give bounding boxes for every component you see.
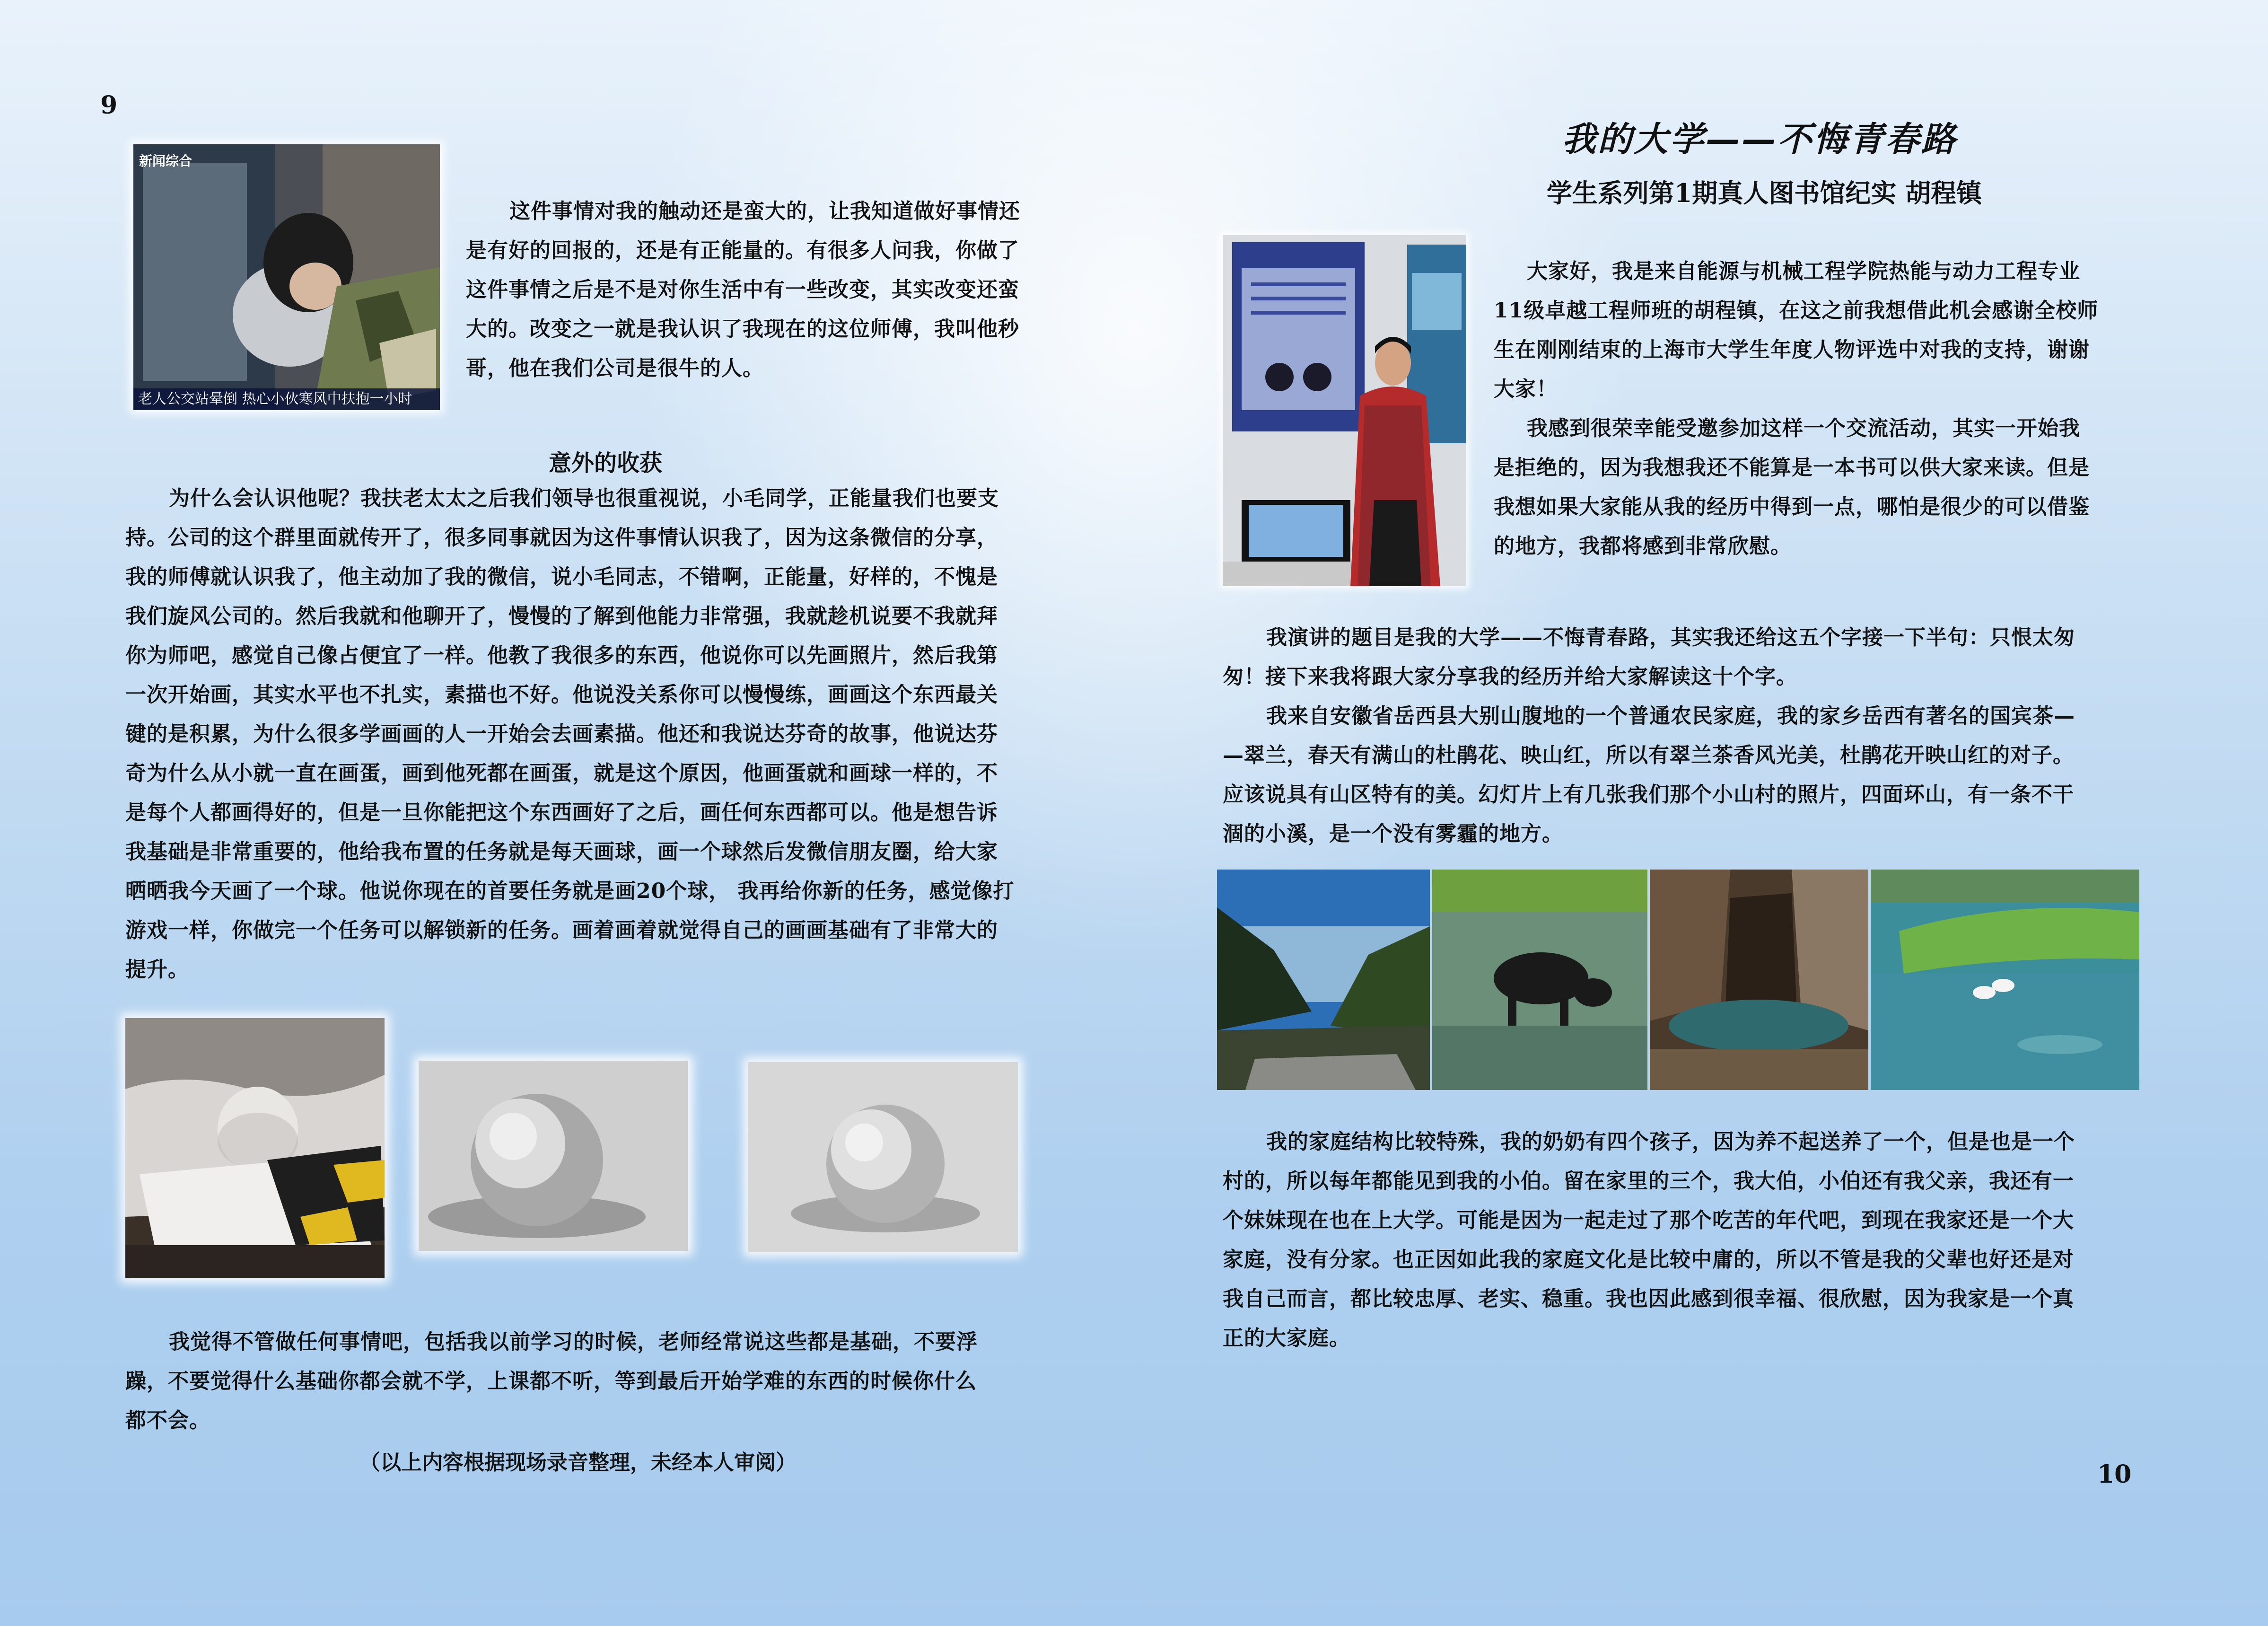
text-line: 应该说具有山区特有的美。幻灯片上有几张我们那个小山村的照片，四面环山，有一条不干 (1223, 782, 2074, 807)
buffalo-image (1432, 870, 1647, 1090)
sketch-setup-photo (125, 1018, 385, 1278)
text-line: 是拒绝的，因为我想我还不能算是一本书可以供大家来读。但是 (1494, 456, 2090, 480)
text-line: 大家好，我是来自能源与机械工程学院热能与动力工程专业 (1527, 259, 2080, 283)
text-line: 哥，他在我们公司是很牛的人。 (466, 356, 764, 380)
text-line: 大的。改变之一就是我认识了我现在的这位师傅，我叫他秒 (466, 317, 1019, 341)
text-line: 我的师傅就认识我了，他主动加了我的微信，说小毛同志，不错啊，正能量，好样的，不愧是 (125, 565, 998, 589)
text-line: 为什么会认识他呢？我扶老太太之后我们领导也很重视说，小毛同学，正能量我们也要支 (169, 486, 999, 510)
news-logo: 新闻综合 (139, 153, 193, 169)
text-line: 你为师吧，感觉自己像占便宜了一样。他教了我很多的东西，他说你可以先画照片，然后我第 (125, 643, 998, 668)
hometown-photo-3 (1650, 870, 1868, 1090)
text-line: 匆！接下来我将跟大家分享我的经历并给大家解读这十个字。 (1223, 665, 1797, 689)
text-line: 我想如果大家能从我的经历中得到一点，哪怕是很少的可以借鉴 (1494, 495, 2090, 519)
text-line: —翠兰，春天有满山的杜鹃花、映山红，所以有翠兰茶香风光美，杜鹃花开映山红的对子。 (1223, 743, 2074, 767)
news-caption: 老人公交站晕倒 热心小伙寒风中扶抱一小时 (133, 388, 440, 410)
page-number-left: 9 (100, 91, 118, 120)
text-line: 奇为什么从小就一直在画蛋，画到他死都在画蛋，就是这个原因，他画蛋就和画球一样的，不 (125, 761, 998, 785)
news-photo-image (133, 144, 440, 410)
right-family-paragraph (1223, 1122, 2131, 1358)
text-line: 11级卓越工程师班的胡程镇，在这之前我想借此机会感谢全校师 (1494, 299, 2099, 323)
text-line: 提升。 (125, 958, 189, 982)
right-middle-paragraph (1223, 618, 2131, 853)
article-title: 我的大学——不悔青春路 (1561, 119, 1957, 159)
text-line: 是有好的回报的，还是有正能量的。有很多人问我，你做了 (466, 238, 1019, 263)
text-line: 一次开始画，其实水平也不扎实，素描也不好。他说没关系你可以慢慢练，画画这个东西最关 (125, 683, 998, 707)
text-line: 大家！ (1494, 377, 1558, 401)
text-line: 我的家庭结构比较特殊，我的奶奶有四个孩子，因为养不起送养了一个，但是也是一个 (1266, 1130, 2075, 1154)
hometown-photo-2 (1432, 870, 1647, 1090)
text-line: 我们旋风公司的。然后我就和他聊开了，慢慢的了解到他能力非常强，我就趁机说要不我就拜 (125, 604, 998, 628)
text-line: 家庭，没有分家。也正因如此我的家庭文化是比较中庸的，所以不管是我的父辈也好还是对 (1223, 1248, 2074, 1272)
gorge-image (1650, 870, 1868, 1090)
text-line: 持。公司的这个群里面就传开了，很多同事就因为这件事情认识我了，因为这条微信的分享， (125, 526, 998, 550)
text-line: 键的是积累，为什么很多学画画的人一开始会去画素描。他还和我说达芬奇的故事，他说达芬 (125, 722, 998, 746)
text-line: 我来自安徽省岳西县大别山腹地的一个普通农民家庭，我的家乡岳西有著名的国宾茶— (1266, 704, 2075, 728)
text-line: 我感到很荣幸能受邀参加这样一个交流活动，其实一开始我 (1527, 416, 2080, 440)
left-section-paragraph (125, 479, 1060, 989)
article-subtitle: 学生系列第1期真人图书馆纪实 胡程镇 (1546, 178, 1982, 208)
text-line: 村的，所以每年都能见到我的小伯。留在家里的三个，我大伯，小伯还有我父亲，我还有一 (1223, 1169, 2074, 1193)
text-line: 生在刚刚结束的上海市大学生年度人物评选中对我的支持，谢谢 (1494, 338, 2090, 362)
ball-sketch-photo-2 (748, 1062, 1018, 1252)
transcript-note: （以上内容根据现场录音整理，未经本人审阅） (359, 1450, 797, 1475)
text-line: 我演讲的题目是我的大学——不悔青春路，其实我还给这五个字接一下半句：只恨太匆 (1266, 625, 2075, 650)
left-intro-paragraph (466, 192, 1062, 388)
portrait-photo (1223, 235, 1466, 586)
text-line: 躁，不要觉得什么基础你都会就不学，上课都不听，等到最后开始学难的东西的时候你什么 (125, 1369, 977, 1393)
ball-sketch-image-1 (419, 1061, 688, 1251)
text-line: 我觉得不管做任何事情吧，包括我以前学习的时候，老师经常说这些都是基础，不要浮 (169, 1330, 978, 1354)
text-line: 都不会。 (125, 1408, 210, 1433)
page-number-right: 10 (2097, 1460, 2132, 1489)
stream-geese-image (1871, 870, 2139, 1090)
section-heading: 意外的收获 (548, 450, 662, 476)
news-photo (133, 144, 440, 410)
text-line: 这件事情对我的触动还是蛮大的，让我知道做好事情还 (509, 199, 1020, 223)
text-line: 正的大家庭。 (1223, 1326, 1350, 1350)
right-intro-paragraph (1494, 252, 2132, 566)
text-line: 的地方，我都将感到非常欣慰。 (1494, 534, 1792, 558)
hometown-photo-4 (1871, 870, 2139, 1090)
text-line: 晒晒我今天画了一个球。他说你现在的首要任务就是画20个球， 我再给你新的任务，感觉像打 (125, 879, 1015, 903)
text-line: 游戏一样，你做完一个任务可以解锁新的任务。画着画着就觉得自己的画画基础有了非常大的 (125, 918, 998, 942)
text-line: 涸的小溪，是一个没有雾霾的地方。 (1223, 822, 1563, 846)
hometown-photo-1 (1217, 870, 1430, 1090)
text-line: 这件事情之后是不是对你生活中有一些改变，其实改变还蛮 (466, 278, 1019, 302)
ball-sketch-image-2 (748, 1062, 1018, 1252)
text-line: 是每个人都画得好的，但是一旦你能把这个东西画好了之后，画任何东西都可以。他是想告诉 (125, 800, 998, 825)
text-line: 我自己而言，都比较忠厚、老实、稳重。我也因此感到很幸福、很欣慰，因为我家是一个真 (1223, 1287, 2074, 1311)
text-line: 我基础是非常重要的，他给我布置的任务就是每天画球，画一个球然后发微信朋友圈，给大家 (125, 840, 998, 864)
left-closing-paragraph (125, 1322, 1060, 1440)
ball-sketch-photo-1 (419, 1061, 688, 1251)
valley-image (1217, 870, 1430, 1090)
portrait-image (1223, 235, 1466, 586)
sketch-setup-image (125, 1018, 385, 1278)
text-line: 个妹妹现在也在上大学。可能是因为一起走过了那个吃苦的年代吧，到现在我家还是一个大 (1223, 1208, 2074, 1232)
